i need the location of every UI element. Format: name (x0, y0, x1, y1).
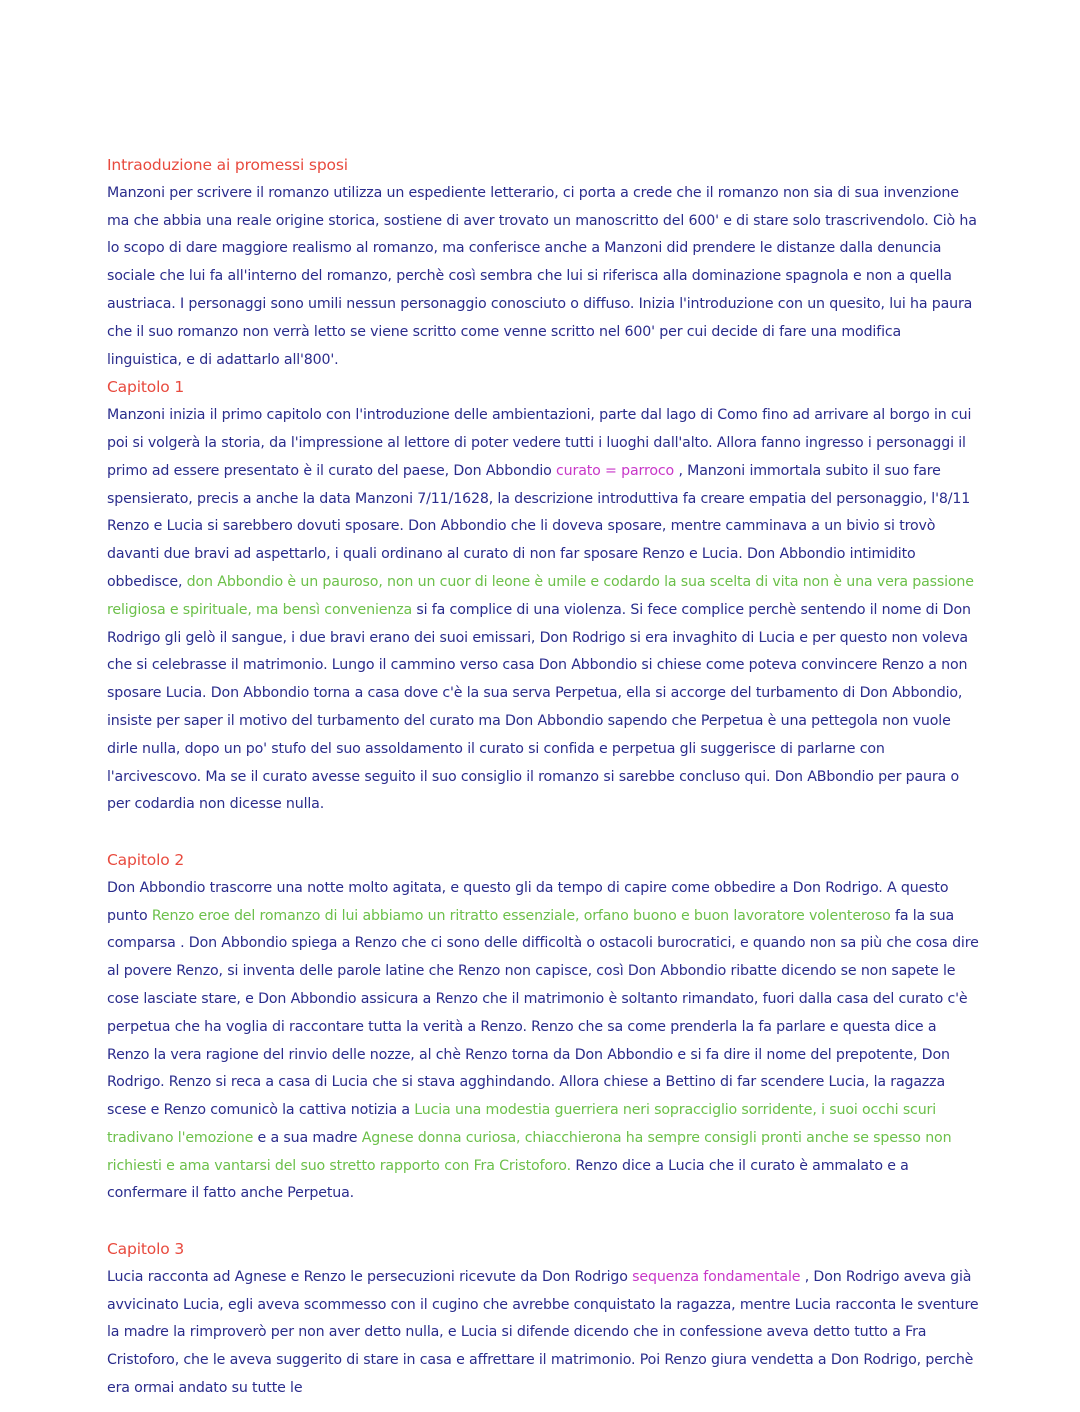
section-spacer (107, 1208, 979, 1236)
chapter-2-text-1: Don Abbondio trascorre una notte molto agitata, e questo gli da tempo di capire come obbedire a Don Rodrigo. A questo punto (107, 879, 949, 924)
chapter-1-text-3: si fa complice di una violenza. Si fece complice perchè sentendo il nome di Don Rodrigo gli gelò il sangue, i due bravi erano dei suoi emissari, Don Rodrigo si era invaghito di Lucia e per questo non voleva che si celebrasse il matrimonio. Lungo il cammino verso casa Don Abbondio si chiese come poteva convincere Renzo a non sposare Lucia. Don Abbondio torna a casa dove c'è la sua serva Perpetua, ella si accorge del turbamento di Don Abbondio, insiste per saper il motivo del turbamento del curato ma Don Abbondio sapendo che Perpetua è una pettegola non vuole dirle nulla, dopo un po' stufo del suo assoldamento il curato si confida e perpetua gli suggerisce di parlarne con l'arcivescovo. Ma se il curato avesse seguito il suo consiglio il romanzo si sarebbe concluso qui. Don ABbondio per paura o per codardia non dicesse nulla. (107, 601, 971, 813)
chapter-2-text-3: e a sua madre (253, 1129, 362, 1146)
document-page (107, 152, 979, 1403)
chapter-2-paragraph (107, 875, 979, 1209)
intro-title: Intraoduzione ai promessi sposi (107, 156, 348, 174)
chapter-2-highlight-renzo: Renzo eroe del romanzo di lui abbiamo un ritratto essenziale, orfano buono e buon lavoratore volenteroso (151, 907, 891, 924)
chapter-2-text-4: Renzo dice a Lucia che il curato è ammalato e a confermare il fatto anche Perpetua. (107, 1157, 909, 1202)
chapter-3-paragraph (107, 1264, 979, 1403)
chapter-1-highlight-don-abbondio: don Abbondio è un pauroso, non un cuor di leone è umile e codardo la sua scelta di vita non è una vera passione religiosa e spirituale, ma bensì convenienza (107, 573, 974, 618)
chapter-2-title: Capitolo 2 (107, 850, 185, 869)
chapter-1-text-2: , Manzoni immortala subito il suo fare spensierato, precis a anche la data Manzoni 7/11/1628, la descrizione introduttiva fa creare empatia del personaggio, l'8/11 Renzo e Lucia si sarebbero dovuti sposare. Don Abbondio che li doveva sposare, mentre camminava a un bivio si trovò davanti due bravi ad aspettarlo, i quali ordinano al curato di non far sposare Renzo e Lucia. Don Abbondio intimidito obbedisce, (107, 462, 971, 590)
section-spacer (107, 819, 979, 847)
chapter-3-highlight-sequenza: sequenza fondamentale (632, 1268, 801, 1285)
chapter-2-highlight-agnese: Agnese donna curiosa, chiacchierona ha sempre consigli pronti anche se spesso non richiesti e ama vantarsi del suo stretto rapporto con Fra Cristoforo. (107, 1129, 952, 1174)
chapter-2-highlight-lucia: Lucia una modestia guerriera neri sopracciglio sorridente, i suoi occhi scuri tradivano l'emozione (107, 1102, 937, 1146)
intro-paragraph: Manzoni per scrivere il romanzo utilizza un espediente letterario, ci porta a crede che il romanzo non sia di sua invenzione ma che abbia una reale origine storica, sostiene di aver trovato un manoscritto del 600' e di stare solo trascrivendolo. Ciò ha lo scopo di dare maggiore realismo al romanzo, ma conferisce anche a Manzoni did prendere le distanze dalla denuncia sociale che lui fa all'interno del romanzo, perchè così sembra che lui si riferisca alla dominazione spagnola e non a quella austriaca. I personaggi sono umili nessun personaggio conosciuto o diffuso. Inizia l'introduzione con un quesito, lui ha paura che il suo romanzo non verrà letto se viene scritto come venne scritto nel 600' per cui decide di fare una modifica linguistica, e di adattarlo all'800'. (107, 184, 977, 368)
chapter-1-title: Capitolo 1 (107, 378, 185, 397)
chapter-2-text-2: fa la sua comparsa . Don Abbondio spiega a Renzo che ci sono delle difficoltà o ostacoli burocratici, e quando non sa più che cosa dire al povere Renzo, si inventa delle parole latine che Renzo non capisce, così Don Abbondio ribatte dicendo se non sapete le cose lasciate stare, e Don Abbondio assicura a Renzo che il matrimonio è soltanto rimandato, fuori dalla casa del curato c'è perpetua che ha voglia di raccontare tutta la verità a Renzo. Renzo che sa come prenderla la fa parlare e questa dice a Renzo la vera ragione del rinvio delle nozze, al chè Renzo torna da Don Abbondio e si fa dire il nome del prepotente, Don Rodrigo. Renzo si reca a casa di Lucia che si stava agghindando. Allora chiese a Bettino di far scendere Lucia, la ragazza scese e Renzo comunicò la cattiva notizia a (107, 907, 979, 1119)
chapter-1-text-1: Manzoni inizia il primo capitolo con l'introduzione delle ambientazioni, parte dal lago di Como fino ad arrivare al borgo in cui poi si volgerà la storia, da l'impressione al lettore di poter vedere tutti i luoghi dall'alto. Allora fanno ingresso i personaggi il primo ad essere presentato è il curato del paese, Don Abbondio (107, 407, 972, 479)
chapter-1-paragraph (107, 402, 979, 819)
chapter-3-title: Capitolo 3 (107, 1240, 185, 1259)
chapter-3-text-2: , Don Rodrigo aveva già avvicinato Lucia, egli aveva scommesso con il cugino che avrebbe conquistato la ragazza, mentre Lucia racconta le sventure la madre la rimproverò per non aver detto nulla, e Lucia si difende dicendo che in confessione aveva detto tutto a Fra Cristoforo, che le aveva suggerito di stare in casa e affrettare il matrimonio. Poi Renzo giura vendetta a Don Rodrigo, perchè era ormai andato su tutte le (107, 1268, 979, 1397)
chapter-3-text-1: Lucia racconta ad Agnese e Renzo le persecuzioni ricevute da Don Rodrigo (107, 1268, 633, 1285)
chapter-1-highlight-curato: curato = parroco (556, 462, 675, 479)
